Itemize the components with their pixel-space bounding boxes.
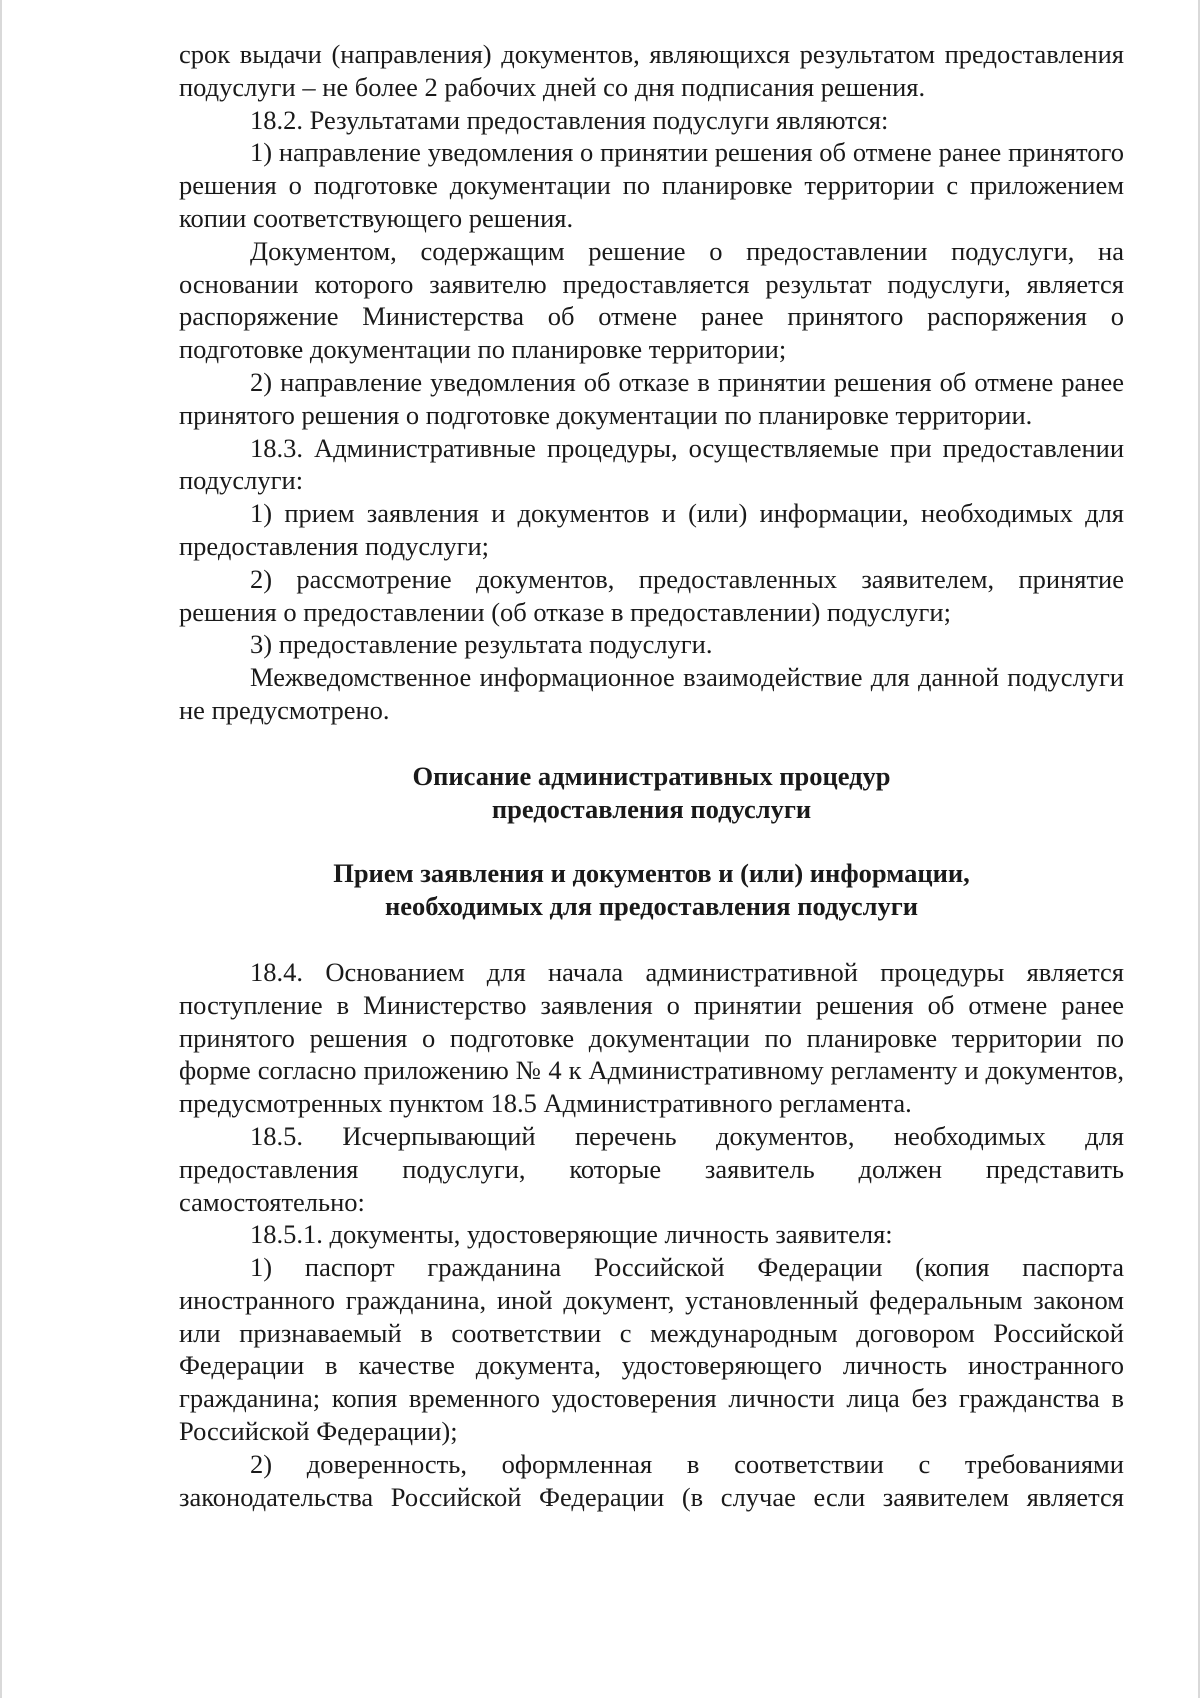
paragraph-procedure-3: 3) предоставление результата подуслуги.: [250, 629, 713, 660]
section-heading: [179, 760, 1124, 826]
paragraph-decision-document: Документом, содержащим решение о предоставлении подуслуги, на основании которого заявителю предоставляется результат подуслуги, является распоряжение Министерства об отмене ранее принятого распоряжения о подготовке документации по планировке территории;: [179, 235, 1124, 365]
subsection-heading-line-2: необходимых для предоставления подуслуги: [384, 891, 919, 922]
paragraph-procedure-1: 1) прием заявления и документов и (или) информации, необходимых для предоставления подуслуги;: [179, 498, 1124, 561]
subsection-heading-line-1: Прием заявления и документов и (или) информации,: [333, 858, 970, 889]
document-body: [179, 38, 1124, 1513]
paragraph-18-5: 18.5. Исчерпывающий перечень документов, необходимых для предоставления подуслуги, которые заявитель должен представить самостоятельно:: [179, 1120, 1124, 1217]
paragraph-passport: 1) паспорт гражданина Российской Федерации (копия паспорта иностранного гражданина, иной документ, установленный федеральным законом или признаваемый в соответствии с международным договором Российской Федерации в качестве документа, удостоверяющего личность иностранного гражданина; копия временного удостоверения личности лица без гражданства в Российской Федерации);: [179, 1252, 1124, 1447]
scan-edge-left: [0, 0, 2, 1698]
paragraph-result-2: 2) направление уведомления об отказе в принятии решения об отмене ранее принятого решения о подготовке документации по планировке территории.: [179, 366, 1124, 430]
paragraph-18-2: 18.2. Результатами предоставления подуслуги являются:: [250, 104, 889, 135]
paragraph-18-4: 18.4. Основанием для начала административной процедуры является поступление в Министерство заявления о принятии решения об отмене ранее принятого решения о подготовке документации по планировке территории по форме согласно приложению № 4 к Административному регламенту и документов, предусмотренных пунктом 18.5 Административного регламента.: [179, 956, 1124, 1119]
section-heading-line-2: предоставления подуслуги: [491, 793, 812, 824]
paragraph-procedure-2: 2) рассмотрение документов, предоставленных заявителем, принятие решения о предоставлении (об отказе в предоставлении) подуслуги;: [179, 563, 1124, 627]
paragraph-result-1: 1) направление уведомления о принятии решения об отмене ранее принятого решения о подготовке документации по планировке территории с приложением копии соответствующего решения.: [179, 137, 1124, 233]
paragraph-power-of-attorney: 2) доверенность, оформленная в соответствии с требованиями законодательства Российской Федерации (в случае если заявителем является: [179, 1448, 1124, 1512]
paragraph-deadline: срок выдачи (направления) документов, являющихся результатом предоставления подуслуги – не более 2 рабочих дней со дня подписания решения.: [179, 39, 1124, 102]
section-heading-line-1: Описание административных процедур: [412, 760, 891, 791]
paragraph-interagency: Межведомственное информационное взаимодействие для данной подуслуги не предусмотрено.: [179, 662, 1124, 725]
subsection-heading: [179, 857, 1124, 923]
paragraph-18-3: 18.3. Административные процедуры, осуществляемые при предоставлении подуслуги:: [179, 432, 1124, 496]
paragraph-18-5-1: 18.5.1. документы, удостоверяющие личность заявителя:: [250, 1219, 893, 1250]
